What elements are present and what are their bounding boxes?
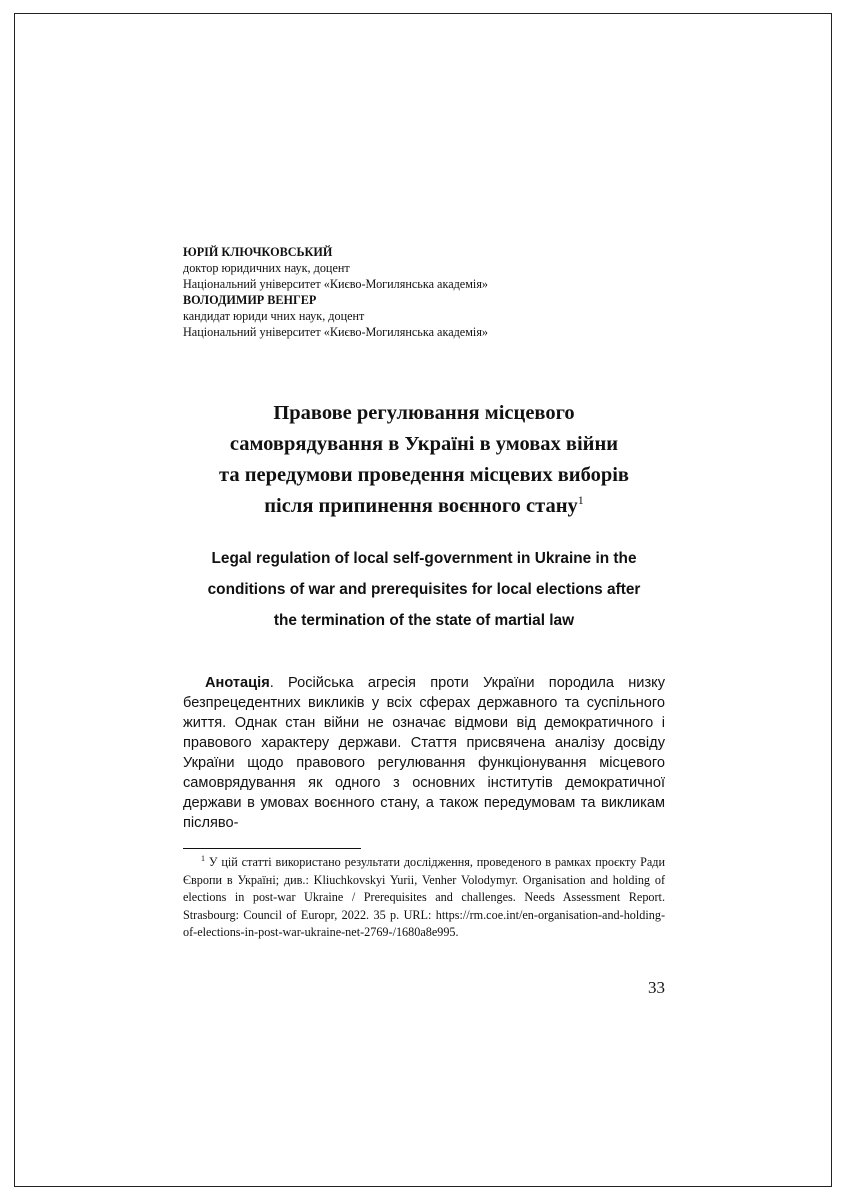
title-line xyxy=(183,491,665,522)
title-line: та передумови проведення місцевих виборів xyxy=(219,464,629,486)
abstract-paragraph xyxy=(183,673,665,833)
abstract-text: . Російська агресія проти України породила низку безпрецедентних викликів у всіх сферах державного та суспільного життя. Однак стан війни не означає відмови від демократичного і правового характеру держави. Стаття присвячена аналізу досвіду України щодо правового регулювання функціонування місцевого самоврядування як одного з основних інститутів демократичної держави в умовах воєнного стану, а також передумовам та викликам післяво- xyxy=(183,675,665,831)
author-block xyxy=(183,244,665,340)
author-affiliation: Національний університет «Києво-Могилянська академія» xyxy=(183,325,489,339)
author-degree: кандидат юриди чних наук, доцент xyxy=(183,309,365,323)
footnote-text: У цій статті використано результати дослідження, проведеного в рамках проєкту Ради Європи в Україні; див.: Kliuchkovskyi Yurii, Venher Volodymyr. Organisation and holding of elections in post-war Ukraine / Prerequisites and challenges. Needs Assessment Report. Strasbourg: Council of Europr, 2022. 35 p. URL: https://rm.coe.int/en-organisation-and-holding-of-elections-in-post-war-ukraine-net-2769-/1680a8e995. xyxy=(183,855,665,939)
title-line: conditions of war and prerequisites for local elections after xyxy=(207,581,641,598)
footnote xyxy=(183,854,665,942)
article-title-ukrainian xyxy=(183,398,665,522)
title-line: Правове регулювання місцевого xyxy=(273,402,575,424)
title-line: самоврядування в Україні в умовах війни xyxy=(229,433,619,455)
footnote-paragraph xyxy=(183,854,665,942)
abstract-label: Анотація xyxy=(205,675,270,691)
abstract xyxy=(183,673,665,833)
author-degree: доктор юридичних наук, доцент xyxy=(183,261,350,275)
title-line: the termination of the state of martial law xyxy=(273,612,575,629)
article-title-english xyxy=(183,543,665,636)
footnote-number: 1 xyxy=(201,853,205,863)
title-line: Legal regulation of local self-government in Ukraine in the xyxy=(211,550,637,567)
footnote-marker[interactable]: 1 xyxy=(577,493,584,508)
page-number: 33 xyxy=(648,978,665,997)
author-affiliation: Національний університет «Києво-Могилянська академія» xyxy=(183,277,489,291)
author-name: ВОЛОДИМИР ВЕНГЕР xyxy=(183,293,317,307)
title-line-text: після припинення воєнного стану xyxy=(264,495,578,517)
footnote-separator xyxy=(183,848,361,849)
author-name: ЮРІЙ КЛЮЧКОВСЬКИЙ xyxy=(183,245,333,259)
